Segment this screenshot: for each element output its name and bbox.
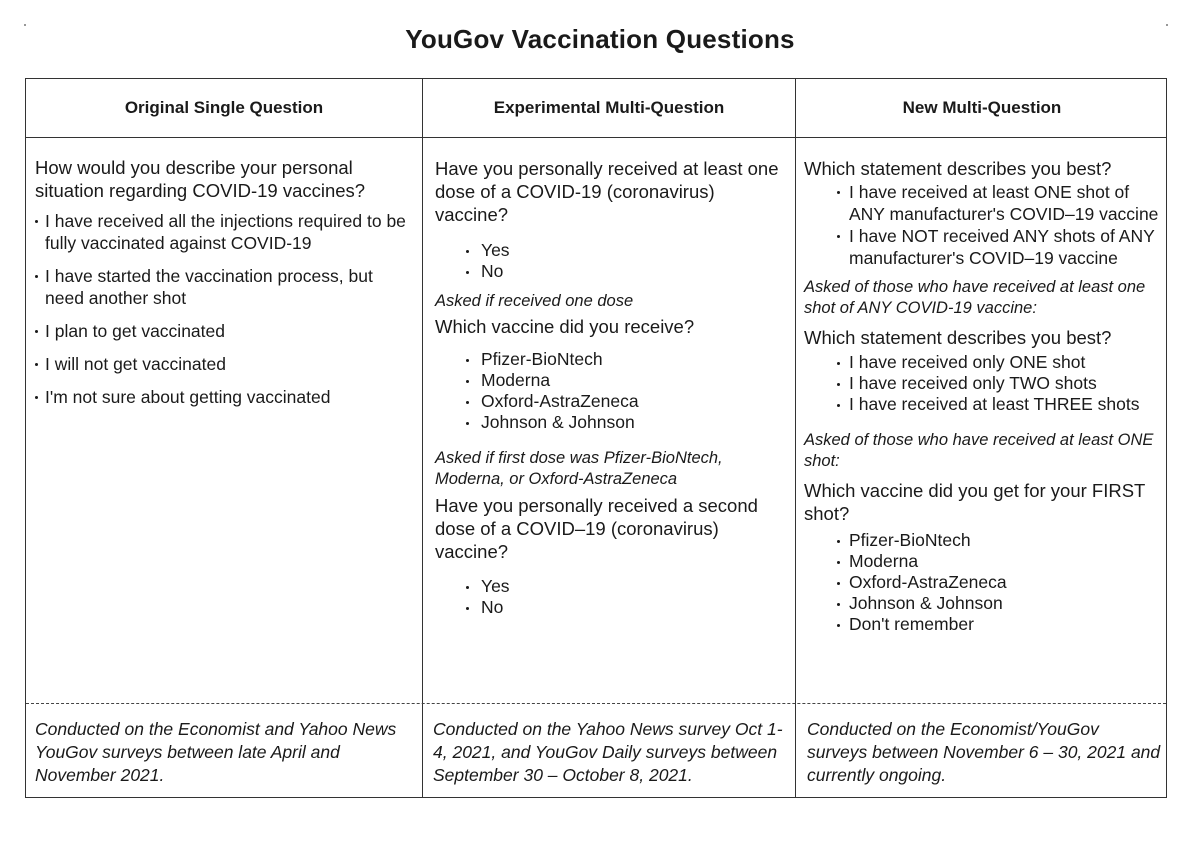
- column-original: [35, 157, 415, 419]
- survey-footnote: Conducted on the Economist/YouGov surveys between November 6 – 30, 2021 and currently ongoing.: [807, 719, 1161, 785]
- column-experimental: [435, 157, 787, 618]
- footer-divider: [26, 703, 1166, 704]
- option-item: I have received all the injections required to be fully vaccinated against COVID-19: [35, 210, 415, 254]
- column-header-new: New Multi-Question: [902, 98, 1062, 117]
- question-text: Which statement describes you best?: [804, 158, 1112, 179]
- option-item: Johnson & Johnson: [804, 593, 1164, 614]
- column-divider: [795, 79, 796, 797]
- option-list: [435, 576, 787, 618]
- option-item: Yes: [435, 240, 787, 261]
- page-title: YouGov Vaccination Questions: [405, 24, 795, 54]
- question-text: Which vaccine did you get for your FIRST shot?: [804, 480, 1146, 524]
- option-item: I have received at least ONE shot of ANY manufacturer's COVID–19 vaccine: [804, 181, 1164, 225]
- column-header-experimental: Experimental Multi-Question: [493, 98, 725, 117]
- option-item: I'm not sure about getting vaccinated: [35, 386, 415, 408]
- questions-table: [25, 78, 1167, 798]
- question-text: Which vaccine did you receive?: [435, 316, 695, 337]
- question-text: How would you describe your personal situation regarding COVID-19 vaccines?: [35, 157, 366, 201]
- option-item: I have received only TWO shots: [804, 373, 1164, 394]
- option-list: [435, 240, 787, 282]
- option-item: Don't remember: [804, 614, 1164, 635]
- option-item: Yes: [435, 576, 787, 597]
- column-divider: [422, 79, 423, 797]
- option-item: Johnson & Johnson: [435, 412, 787, 433]
- condition-note: Asked if first dose was Pfizer-BioNtech, Moderna, or Oxford-AstraZeneca: [435, 449, 723, 488]
- option-list: [804, 352, 1164, 415]
- question-text: Which statement describes you best?: [804, 327, 1112, 348]
- question-text: Have you personally received a second dose of a COVID–19 (coronavirus) vaccine?: [435, 495, 758, 562]
- option-item: Pfizer-BioNtech: [804, 530, 1164, 551]
- condition-note: Asked if received one dose: [435, 292, 634, 310]
- header-divider: [26, 137, 1166, 138]
- survey-footnote: Conducted on the Yahoo News survey Oct 1-4, 2021, and YouGov Daily surveys between September 30 – October 8, 2021.: [433, 719, 783, 785]
- survey-footnote: Conducted on the Economist and Yahoo News YouGov surveys between late April and November 2021.: [35, 719, 397, 785]
- option-item: I plan to get vaccinated: [35, 320, 415, 342]
- option-item: Pfizer-BioNtech: [435, 349, 787, 370]
- option-item: Oxford-AstraZeneca: [804, 572, 1164, 593]
- option-item: I have NOT received ANY shots of ANY manufacturer's COVID–19 vaccine: [804, 225, 1164, 269]
- option-item: Oxford-AstraZeneca: [435, 391, 787, 412]
- condition-note: Asked of those who have received at least ONE shot:: [804, 431, 1154, 470]
- option-item: I have received at least THREE shots: [804, 394, 1164, 415]
- option-item: No: [435, 261, 787, 282]
- option-item: I have received only ONE shot: [804, 352, 1164, 373]
- option-list: [35, 210, 415, 408]
- option-item: I have started the vaccination process, but need another shot: [35, 265, 415, 309]
- column-new: [804, 157, 1164, 635]
- option-list: [435, 349, 787, 433]
- option-list: [804, 530, 1164, 635]
- condition-note: Asked of those who have received at least one shot of ANY COVID-19 vaccine:: [804, 278, 1146, 317]
- question-text: Have you personally received at least one dose of a COVID-19 (coronavirus) vaccine?: [435, 158, 779, 225]
- option-item: No: [435, 597, 787, 618]
- option-item: Moderna: [435, 370, 787, 391]
- column-header-original: Original Single Question: [124, 98, 324, 117]
- option-item: I will not get vaccinated: [35, 353, 415, 375]
- option-item: Moderna: [804, 551, 1164, 572]
- option-list: [804, 181, 1164, 269]
